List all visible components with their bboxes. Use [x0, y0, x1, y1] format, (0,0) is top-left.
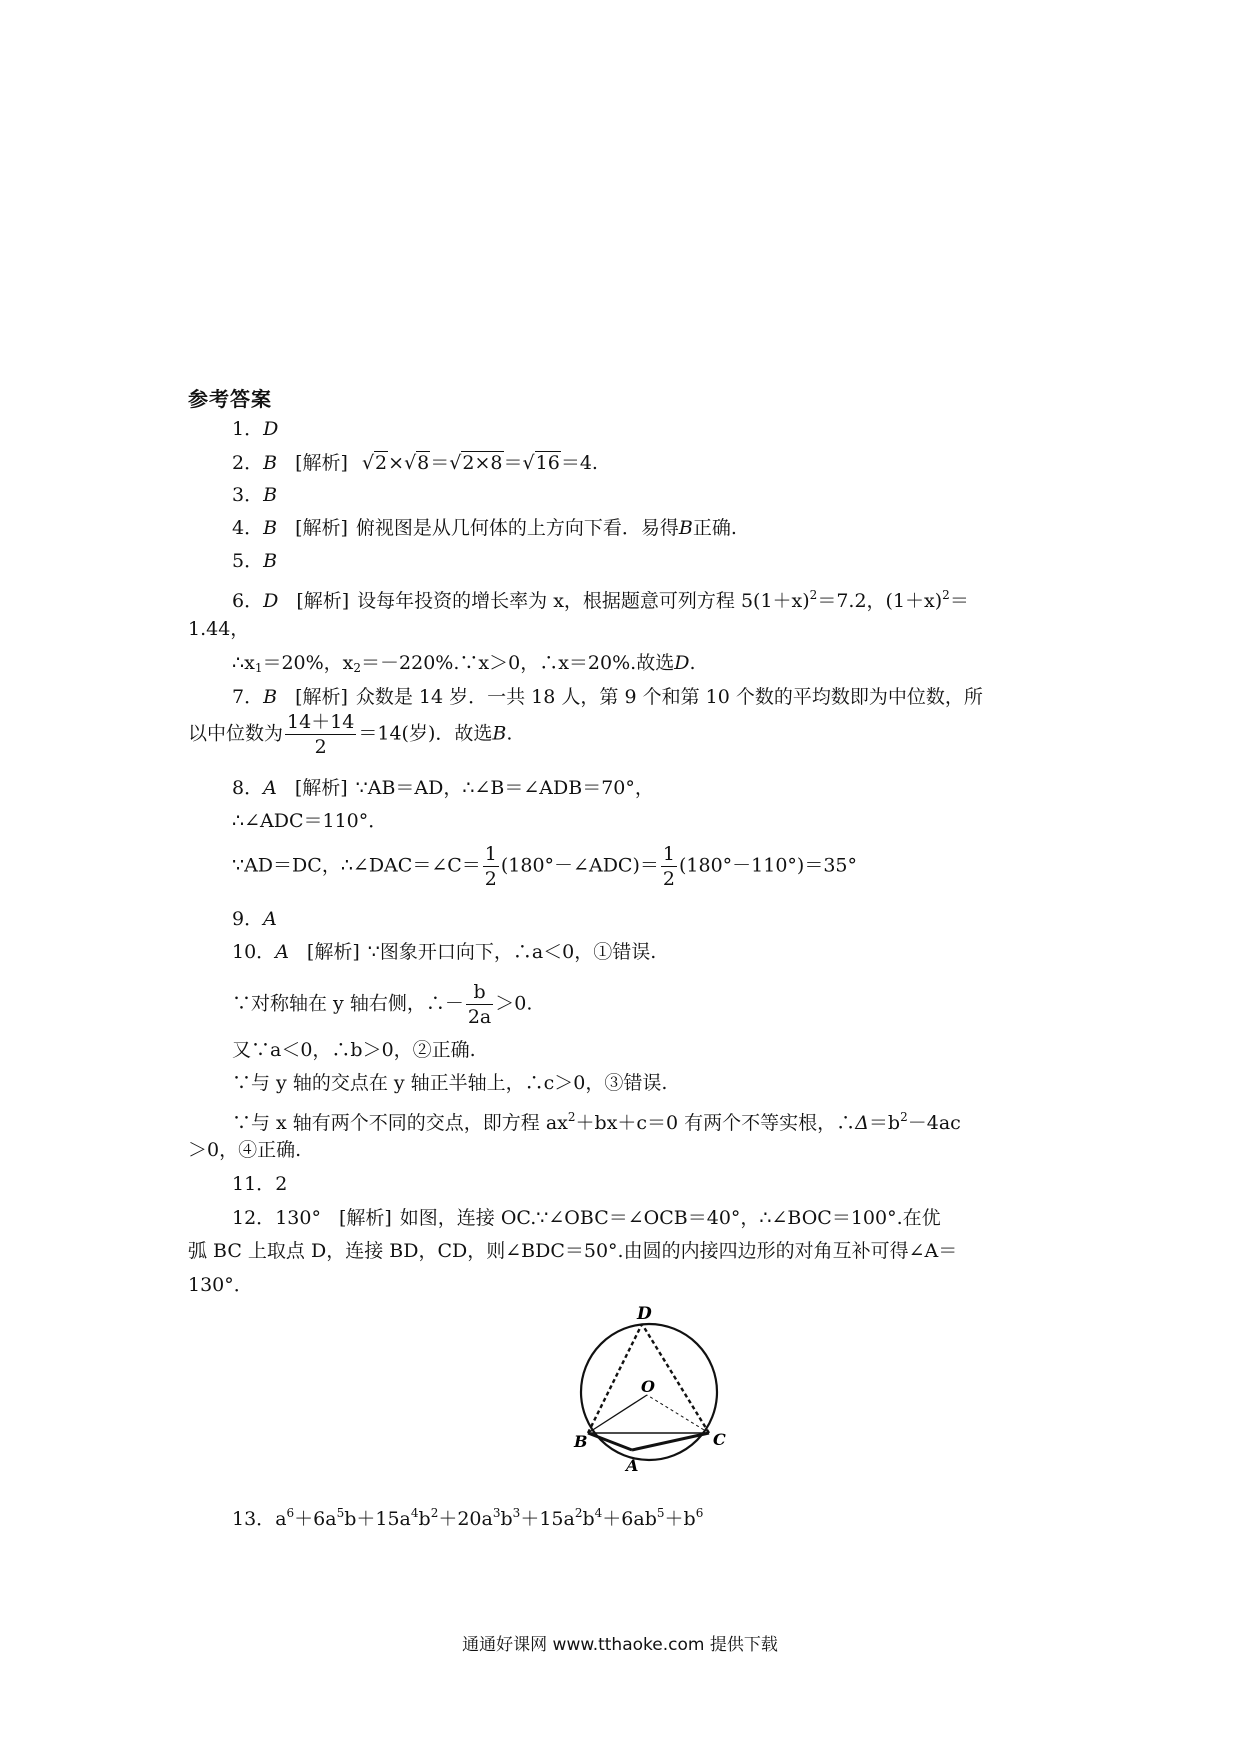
sqrt-8: √8 [404, 452, 430, 474]
fraction: $\frac{b}{2a}$ [467, 981, 492, 1028]
analysis-tag: [解析] [295, 686, 348, 708]
page-heading: 参考答案 [188, 387, 272, 411]
answer-7-line-2: 以中位数为 $\frac{14+14}{2}$ ＝14(岁)．故选B. [188, 711, 513, 758]
answer-2: 2．B [解析] √2×√8＝√2×8＝√16＝4. [232, 452, 598, 474]
answer-number: 9． [232, 908, 264, 930]
answer-4: 4．B [解析] 俯视图是从几何体的上方向下看．易得B正确. [232, 517, 737, 539]
answer-3 [232, 482, 277, 508]
sqrt-2: √2 [361, 452, 388, 474]
answer-number: 6． [232, 590, 264, 612]
answer-number: 8． [232, 777, 264, 799]
answer-10-line-2: ∵对称轴在 y 轴右侧，∴－ $\frac{b}{2a}$ ＞0. [232, 981, 533, 1028]
answer-choice: A [275, 941, 289, 963]
answer-6-line-2: 1.44， [188, 618, 250, 640]
analysis-tag: [解析] [296, 590, 350, 612]
sqrt-16: √16 [522, 452, 560, 474]
point-label-d: D [637, 1304, 652, 1324]
segment-bd [588, 1324, 642, 1433]
segment-ac [632, 1433, 709, 1450]
fraction: $\frac{1}{2}$ [484, 843, 497, 890]
answer-8-line-2: ∴∠ADC＝110°． [232, 810, 388, 832]
answer-choice: A [263, 908, 277, 930]
fraction: $\frac{14+14}{2}$ [287, 711, 355, 758]
answer-8: 8．A [解析] ∵AB＝AD，∴∠B＝∠ADB＝70°， [232, 777, 654, 799]
answer-number: 10． [232, 941, 276, 963]
answer-7: 7．B [解析] 众数是 14 岁．一共 18 人，第 9 个和第 10 个数的平均数即为中位数，所 [232, 686, 983, 708]
answer-number: 11． [232, 1173, 276, 1195]
answer-13: 13．$a^6+6a^5b+15a^4b^2+20a^3b^3+15a^2b^4+6ab^5+b^6$ [232, 1506, 704, 1530]
answer-12-line-2: 弧 BC 上取点 D，连接 BD，CD，则∠BDC＝50°.由圆的内接四边形的对角互补可得∠A＝ [188, 1240, 958, 1262]
answer-5 [232, 548, 277, 574]
segment-ob [588, 1395, 647, 1433]
answer-choice: D [263, 418, 279, 440]
point-label-b: B [574, 1432, 588, 1451]
answer-value: 130° [275, 1207, 321, 1229]
answer-number: 4． [232, 517, 264, 539]
answer-12: 12．130° [解析] 如图，连接 OC.∵∠OBC＝∠OCB＝40°，∴∠BOC＝100°.在优 [232, 1207, 941, 1229]
analysis-tag: [解析] [338, 1207, 392, 1229]
point-label-o: O [641, 1377, 655, 1396]
page-footer: 通通好课网 www.tthaoke.com 提供下载 [462, 1635, 778, 1655]
answer-11 [232, 1171, 287, 1197]
answer-choice: B [263, 550, 278, 572]
answer-choice: B [263, 686, 278, 708]
answer-10-line-6: ＞0，④正确. [188, 1139, 302, 1161]
answer-number: 2． [232, 452, 264, 474]
answer-number: 3． [232, 484, 264, 506]
analysis-tag: [解析] [295, 452, 348, 474]
answer-number: 7． [232, 686, 264, 708]
answer-10-line-4: ∵与 y 轴的交点在 y 轴正半轴上，∴c＞0，③错误. [232, 1072, 668, 1094]
answer-12-line-3: 130°． [188, 1274, 253, 1296]
answer-9 [232, 906, 277, 932]
answer-number: 13． [232, 1508, 276, 1530]
circle-geometry-figure [574, 1305, 724, 1480]
answer-6-line-3: $\therefore x_1=20\%$，$x_2=-220\%.\because x>0$，∴x＝20%.故选D. [232, 652, 696, 675]
answer-number: 12． [232, 1207, 276, 1229]
answer-10-line-5: ∵与 x 轴有两个不同的交点，即方程 $ax^2+bx+c=0$ 有两个不等实根，$\therefore\Delta=b^2-4ac$ [232, 1110, 961, 1134]
answer-6: 6．D [解析] 设每年投资的增长率为 x，根据题意可列方程 $5(1+x)^2=7.2$，$(1+x)^2=$ [232, 588, 969, 612]
answer-1 [232, 416, 278, 442]
answer-number: 1． [232, 418, 264, 440]
answer-value: 2 [275, 1173, 288, 1195]
answer-choice: D [263, 590, 279, 612]
answer-10: 10．A [解析] ∵图象开口向下，∴a＜0，①错误. [232, 941, 657, 963]
analysis-tag: [解析] [295, 517, 348, 539]
point-label-c: C [713, 1430, 726, 1449]
answer-choice: A [263, 777, 277, 799]
analysis-tag: [解析] [294, 777, 348, 799]
analysis-tag: [解析] [306, 941, 360, 963]
answer-8-line-3: ∵AD＝DC，∴∠DAC＝∠C＝ $\frac{1}{2}$ (180°－∠ADC)＝ $\frac{1}{2}$ (180°－110°)＝35° [232, 843, 858, 890]
answer-choice: B [263, 452, 278, 474]
answer-choice: B [263, 484, 278, 506]
answer-10-line-3: 又∵a＜0，∴b＞0，②正确. [232, 1039, 476, 1061]
segment-oc [647, 1395, 709, 1433]
answer-number: 5． [232, 550, 264, 572]
fraction: $\frac{1}{2}$ [662, 843, 675, 890]
sqrt-2x8: √2×8 [449, 452, 503, 474]
point-label-a: A [626, 1456, 639, 1475]
answer-choice: B [263, 517, 278, 539]
